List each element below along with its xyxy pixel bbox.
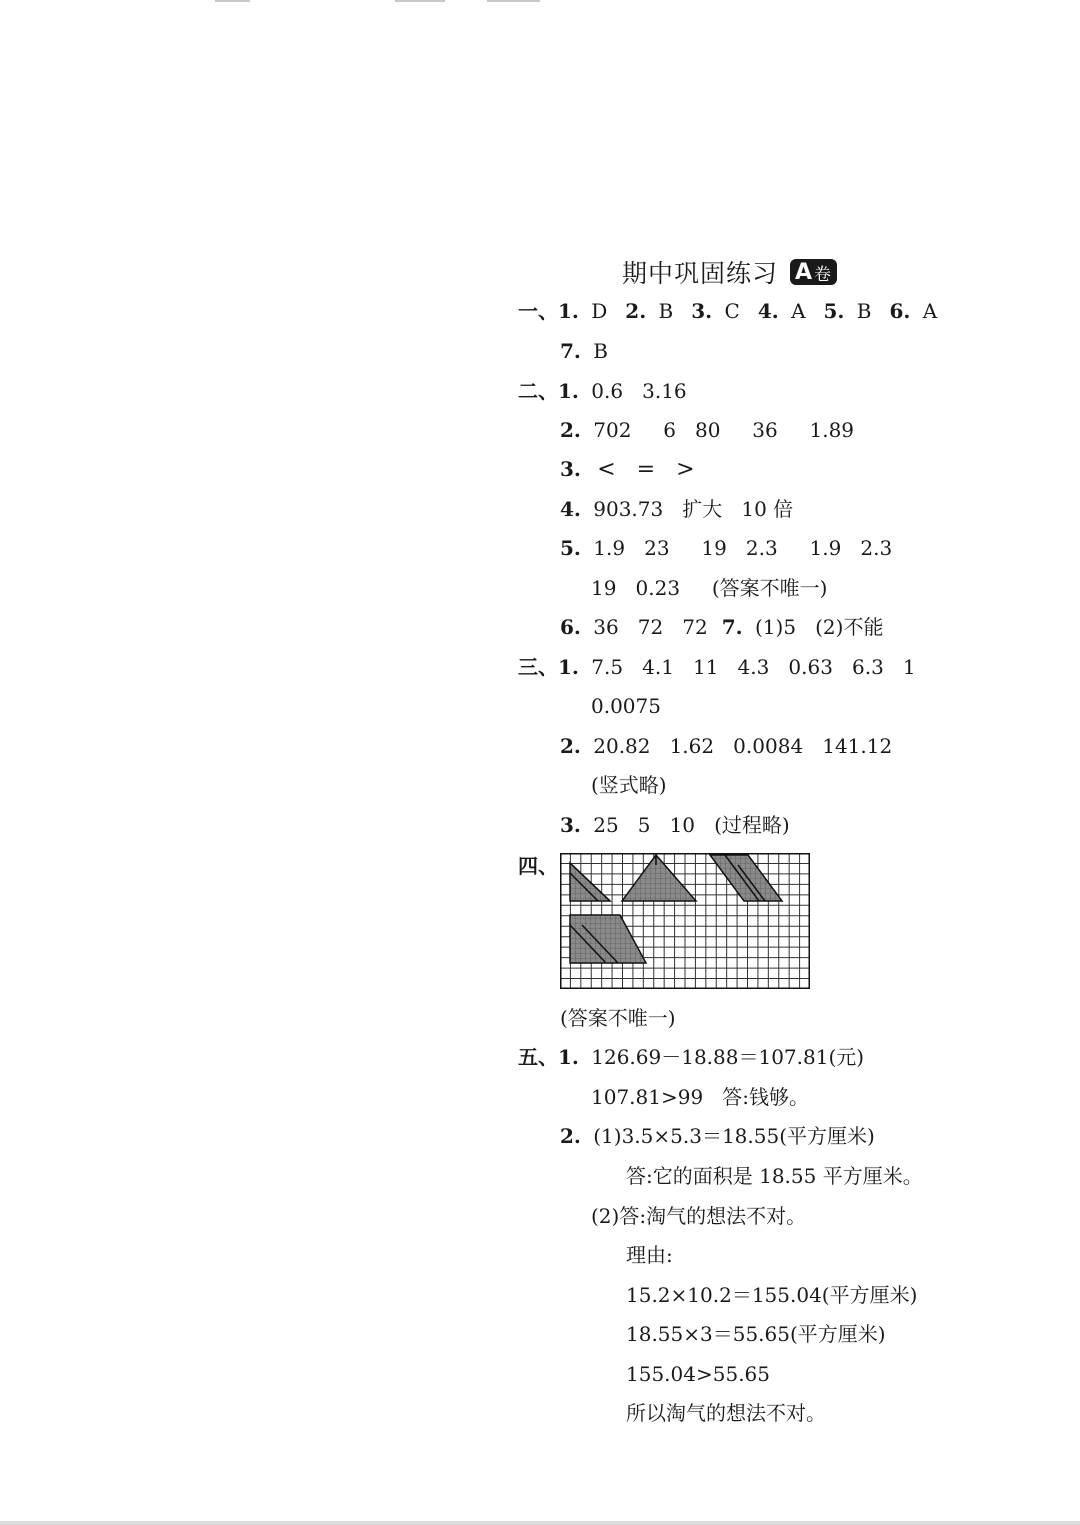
question-number: 5. <box>823 299 845 323</box>
section-3-q1 <box>518 657 916 677</box>
question-number: 1. <box>558 379 579 403</box>
answer: 25 5 10 (过程略) <box>593 813 790 837</box>
answer: A <box>922 299 938 323</box>
answer: 答:它的面积是 18.55 平方厘米。 <box>626 1164 923 1188</box>
badge-char: 卷 <box>814 264 833 285</box>
section-label: 二、 <box>518 379 558 403</box>
answer: 1.9 23 19 2.3 1.9 2.3 <box>593 536 893 560</box>
shaded-parallelogram <box>710 855 782 901</box>
answer: 0.0075 <box>591 694 661 718</box>
question-number: 6. <box>889 299 911 323</box>
answer: 107.81>99 答:钱够。 <box>591 1085 809 1109</box>
section-5-q2-line7 <box>626 1364 770 1384</box>
section-label: 三、 <box>518 655 558 679</box>
top-edge-mark <box>487 0 540 2</box>
section-2-q2 <box>560 420 854 440</box>
answer: 7.5 4.1 11 4.3 0.63 6.3 1 <box>591 655 916 679</box>
question-number: 7. <box>721 615 743 639</box>
answer: 0.6 3.16 <box>591 379 687 403</box>
question-number: 3. <box>560 457 581 481</box>
title-text: 期中巩固练习 <box>622 259 779 288</box>
section-3-q3 <box>560 815 790 835</box>
badge-letter: A <box>795 259 814 285</box>
answer: 所以淘气的想法不对。 <box>626 1401 826 1425</box>
answer: 36 72 72 <box>593 615 708 639</box>
question-number: 1. <box>558 299 579 323</box>
section-1-row-1 <box>518 301 937 321</box>
section-2-q5-cont <box>591 578 827 598</box>
question-number: 2. <box>560 1124 581 1148</box>
answer: 702 6 80 36 1.89 <box>593 418 855 442</box>
section-4-label <box>518 856 558 876</box>
answer: 126.69－18.88＝107.81(元) <box>591 1045 865 1069</box>
section-3-q2 <box>560 736 892 756</box>
section-5-q2-line3 <box>591 1206 806 1226</box>
question-number: 7. <box>560 339 581 363</box>
section-2-q1 <box>518 381 687 401</box>
answer: B <box>658 299 674 323</box>
section-5-q2-line5 <box>626 1285 917 1305</box>
page-title <box>622 254 837 290</box>
answer: 903.73 扩大 10 倍 <box>593 497 794 521</box>
section-2-q4 <box>560 499 793 519</box>
answer: B <box>856 299 872 323</box>
section-5-q2-line8 <box>626 1403 826 1423</box>
question-number: 2. <box>560 734 581 758</box>
grid-figure <box>560 853 810 989</box>
answer: (竖式略) <box>591 773 667 797</box>
question-number: 6. <box>560 615 581 639</box>
bottom-edge <box>0 1521 1080 1525</box>
question-number: 4. <box>560 497 581 521</box>
top-edge-mark <box>395 0 445 2</box>
section-5-q2-line4 <box>626 1245 673 1265</box>
shaded-trapezoid <box>570 915 646 963</box>
question-number: 1. <box>558 1045 579 1069</box>
answer: (2)答:淘气的想法不对。 <box>591 1204 807 1228</box>
section-label: 一、 <box>518 299 558 323</box>
section-2-q5 <box>560 538 892 558</box>
volume-badge <box>790 259 837 285</box>
section-5-q2 <box>560 1126 875 1146</box>
answer: C <box>724 299 740 323</box>
section-label: 四、 <box>518 854 558 878</box>
section-5-q2-line2 <box>626 1166 923 1186</box>
section-2-q3 <box>560 459 695 481</box>
top-edge-mark <box>215 0 250 2</box>
section-3-q1-cont <box>591 696 661 716</box>
section-2-q6-q7 <box>560 617 883 637</box>
answer: 155.04>55.65 <box>626 1362 770 1386</box>
question-number: 3. <box>560 813 581 837</box>
question-number: 3. <box>691 299 713 323</box>
section-5-q2-line6 <box>626 1324 886 1344</box>
section-3-q2-cont <box>591 775 667 795</box>
answer: A <box>791 299 806 323</box>
section-label: 五、 <box>518 1045 558 1069</box>
answer: 19 0.23 (答案不唯一) <box>591 576 828 600</box>
answer: < = > <box>597 457 695 482</box>
section-4-note <box>560 1008 676 1028</box>
answer: 18.55×3＝55.65(平方厘米) <box>626 1322 886 1346</box>
question-number: 1. <box>558 655 579 679</box>
answer: 理由: <box>626 1243 673 1267</box>
answer: (1)5 (2)不能 <box>755 615 884 639</box>
answer: (1)3.5×5.3＝18.55(平方厘米) <box>593 1124 875 1148</box>
section-1-row-2 <box>560 341 608 361</box>
grid-drawing <box>560 853 810 989</box>
answer: 20.82 1.62 0.0084 141.12 <box>593 734 893 758</box>
question-number: 5. <box>560 536 581 560</box>
section-5-q1-cont <box>591 1087 809 1107</box>
section-5-q1 <box>518 1047 864 1067</box>
answer: (答案不唯一) <box>560 1006 676 1030</box>
answer: 15.2×10.2＝155.04(平方厘米) <box>626 1283 918 1307</box>
question-number: 2. <box>560 418 581 442</box>
question-number: 2. <box>625 299 647 323</box>
answer: B <box>593 339 608 363</box>
question-number: 4. <box>757 299 779 323</box>
answer: D <box>591 299 608 323</box>
